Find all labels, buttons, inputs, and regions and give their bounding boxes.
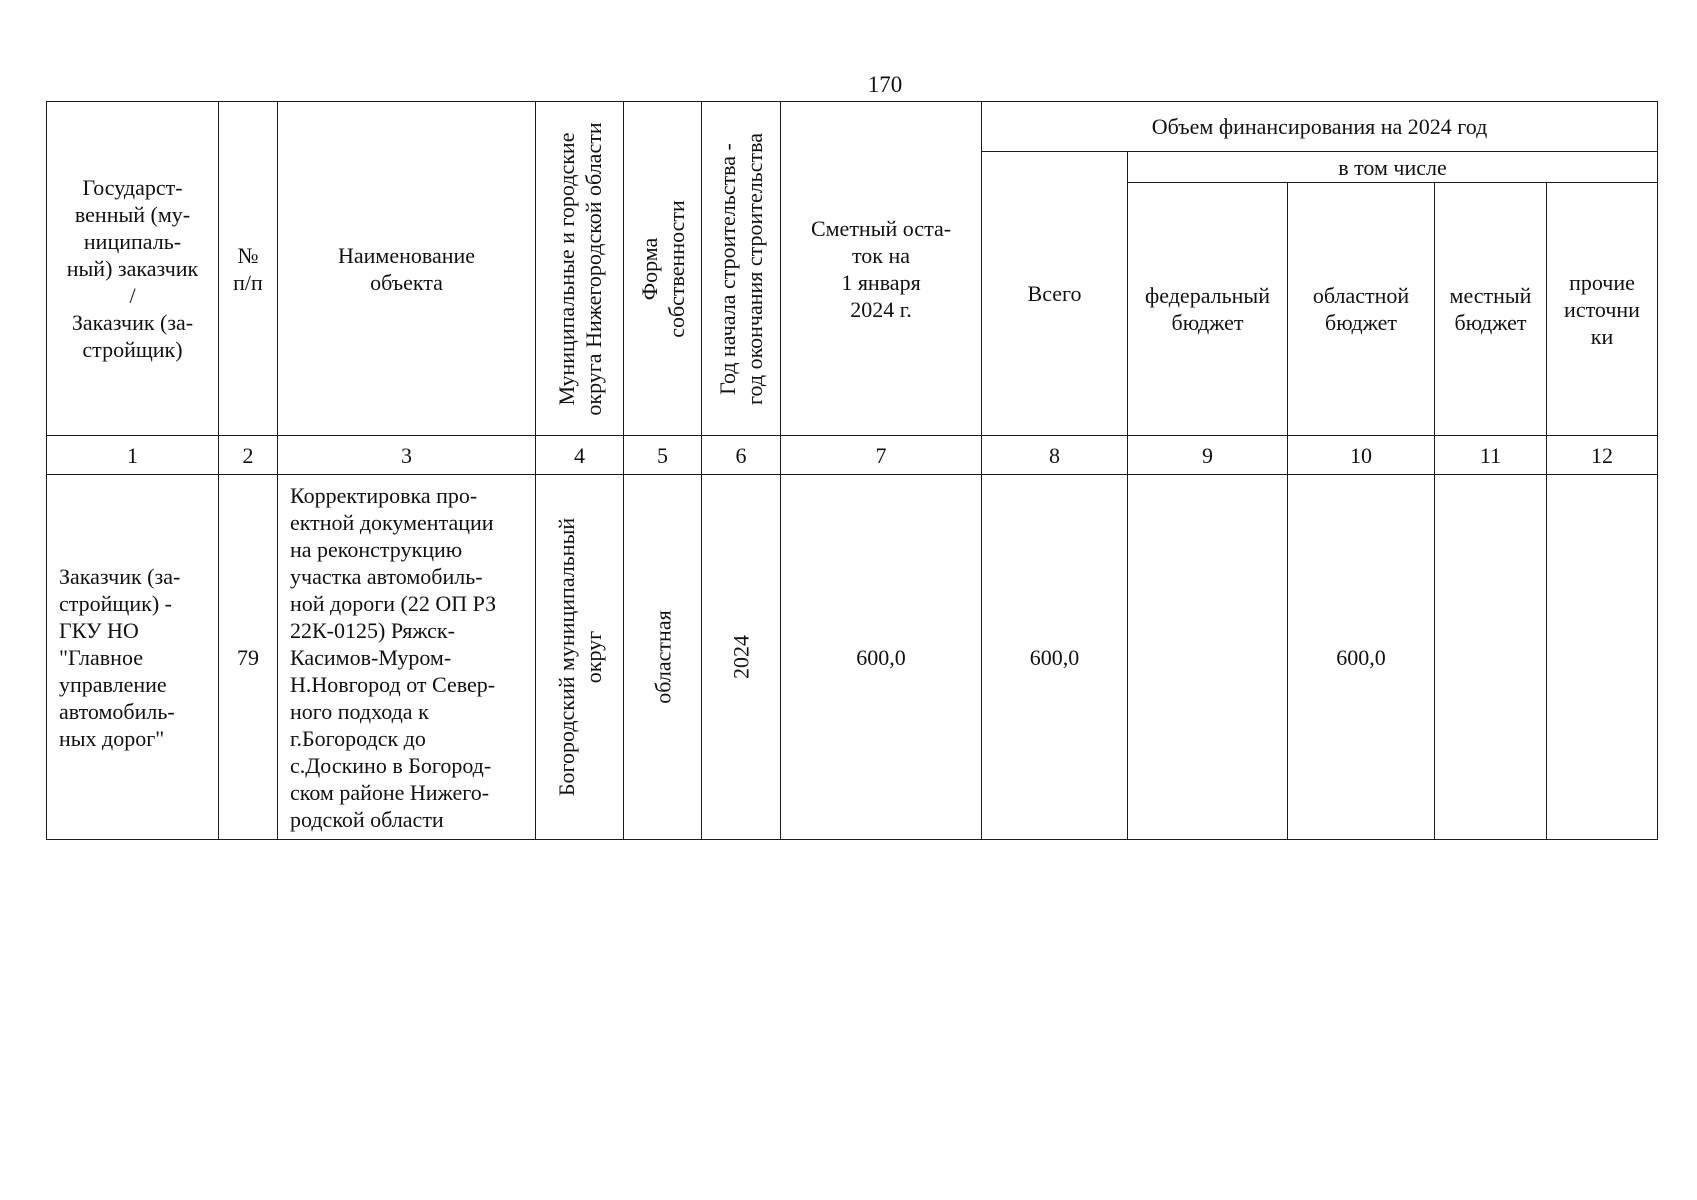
row-object-name-line: Корректировка про- <box>290 482 478 508</box>
header-federal <box>1128 183 1288 436</box>
header-index-line: № <box>237 242 259 268</box>
column-number-row <box>47 436 1658 475</box>
header-index <box>219 102 278 436</box>
header-local <box>1435 183 1547 436</box>
header-estimate-line: Сметный оста- <box>810 215 952 241</box>
table-row <box>47 475 1658 840</box>
header-customer-line: венный (му- <box>74 202 191 227</box>
row-customer-line: ных дорог" <box>59 725 165 751</box>
header-customer <box>47 102 219 436</box>
header-financing-title: Объем финансирования на 2024 год <box>982 102 1658 152</box>
header-regional <box>1288 183 1435 436</box>
header-other <box>1547 183 1658 436</box>
header-municipality-line: округа Нижегородской области <box>580 121 606 416</box>
row-federal <box>1128 475 1288 840</box>
row-municipality-line: Богородский муниципальный <box>553 517 579 797</box>
header-municipality-line: Муниципальные и городские <box>553 132 579 405</box>
column-number: 5 <box>624 436 702 475</box>
row-object-name-line: родской области <box>290 806 444 832</box>
header-object-name-line: объекта <box>370 269 443 295</box>
header-estimate-line: 1 января <box>841 269 921 295</box>
header-federal-line: федеральный <box>1145 283 1270 308</box>
row-object-name-line: Н.Новгород от Север- <box>290 671 496 697</box>
row-customer-line: стройщик) - <box>59 590 172 616</box>
row-object-name-line: ного подхода к <box>290 698 429 724</box>
row-customer-line: ГКУ НО <box>59 617 139 643</box>
header-local-line: бюджет <box>1454 310 1527 335</box>
header-index-line: п/п <box>233 269 263 295</box>
header-ownership-line: Форма <box>636 237 662 300</box>
header-object-name-line: Наименование <box>337 242 476 268</box>
row-customer-line: "Главное <box>59 644 143 670</box>
column-number: 1 <box>47 436 219 475</box>
row-local <box>1435 475 1547 840</box>
row-object-name-line: Касимов-Муром- <box>290 644 452 670</box>
row-object-name-line: г.Богородск до <box>290 725 426 751</box>
row-object-name <box>278 475 536 840</box>
row-total: 600,0 <box>982 475 1128 840</box>
column-number: 11 <box>1435 436 1547 475</box>
header-regional-line: бюджет <box>1325 310 1397 335</box>
header-years-line: Год начала строительства - <box>715 142 740 395</box>
column-number: 3 <box>278 436 536 475</box>
header-total: Всего <box>982 152 1128 436</box>
header-years-line: год окончания строительства <box>742 132 767 405</box>
header-customer-line: / <box>129 283 136 308</box>
row-ownership <box>624 475 702 840</box>
column-number: 9 <box>1128 436 1288 475</box>
header-estimate <box>781 102 982 436</box>
row-estimate: 600,0 <box>781 475 982 840</box>
header-object-name <box>278 102 536 436</box>
header-customer-line: ниципаль- <box>83 229 182 254</box>
header-municipality <box>536 102 624 436</box>
header-local-line: местный <box>1449 283 1532 308</box>
column-number: 12 <box>1547 436 1658 475</box>
financing-table <box>46 101 1658 840</box>
header-years <box>702 102 781 436</box>
header-ownership <box>624 102 702 436</box>
header-customer-line: Государст- <box>82 175 183 200</box>
row-object-name-line: на реконструкцию <box>290 536 463 562</box>
header-customer-line: стройщик) <box>82 337 183 362</box>
row-object-name-line: ском районе Нижего- <box>290 779 490 805</box>
row-object-name-line: ной дороги (22 ОП РЗ <box>290 590 497 616</box>
header-customer-line: Заказчик (за- <box>71 310 194 335</box>
row-ownership-text: областная <box>650 610 675 704</box>
row-years-text: 2024 <box>728 635 754 679</box>
row-municipality-line: округ <box>580 630 606 684</box>
header-ownership-line: собственности <box>663 199 689 338</box>
row-municipality <box>536 475 624 840</box>
header-estimate-line: 2024 г. <box>850 296 912 322</box>
header-other-line: источни <box>1564 296 1640 322</box>
column-number: 8 <box>982 436 1128 475</box>
row-object-name-line: 22К-0125) Ряжск- <box>290 617 455 643</box>
row-other <box>1547 475 1658 840</box>
column-number: 4 <box>536 436 624 475</box>
header-other-line: прочие <box>1569 269 1635 295</box>
row-customer-line: управление <box>59 671 167 697</box>
row-customer <box>47 475 219 840</box>
row-customer-line: Заказчик (за- <box>59 563 181 589</box>
header-federal-line: бюджет <box>1171 310 1244 335</box>
column-number: 7 <box>781 436 982 475</box>
header-estimate-line: ток на <box>851 242 911 268</box>
row-object-name-line: с.Доскино в Богород- <box>290 752 492 778</box>
row-regional: 600,0 <box>1288 475 1435 840</box>
row-object-name-line: ектной документации <box>290 509 494 535</box>
header-other-line: ки <box>1590 323 1614 349</box>
column-number: 2 <box>219 436 278 475</box>
page-number: 170 <box>867 72 903 97</box>
column-number: 6 <box>702 436 781 475</box>
header-including: в том числе <box>1128 152 1658 183</box>
row-object-name-line: участка автомобиль- <box>290 563 483 589</box>
row-customer-line: автомобиль- <box>59 698 175 724</box>
row-index: 79 <box>219 475 278 840</box>
column-number: 10 <box>1288 436 1435 475</box>
header-customer-line: ный) заказчик <box>66 256 199 281</box>
row-years <box>702 475 781 840</box>
header-regional-line: областной <box>1312 283 1410 308</box>
